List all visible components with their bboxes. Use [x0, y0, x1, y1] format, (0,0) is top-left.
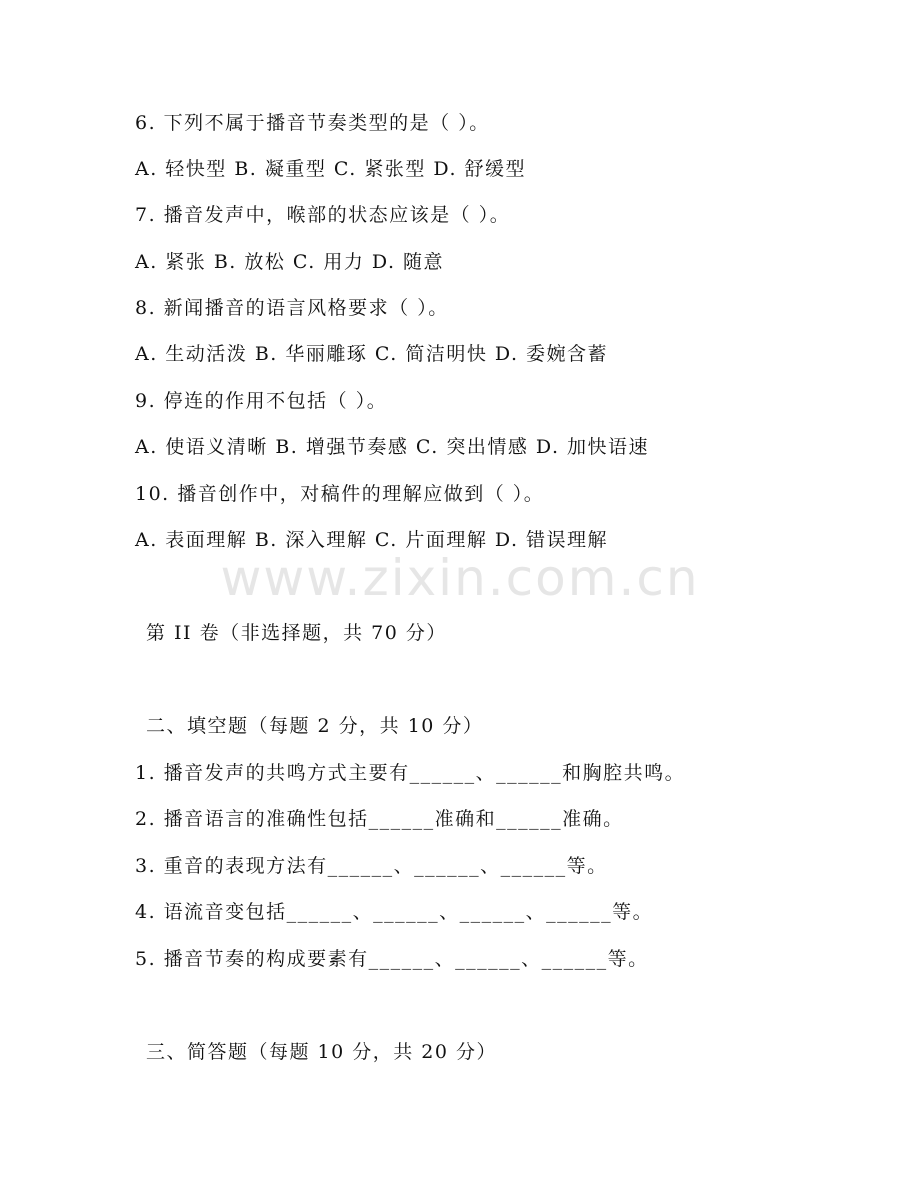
question-10-options: A. 表面理解 B. 深入理解 C. 片面理解 D. 错误理解 — [135, 529, 609, 551]
fill-blank-heading: 二、填空题（每题 2 分，共 10 分） — [146, 715, 484, 737]
part-2-heading: 第 II 卷（非选择题，共 70 分） — [146, 622, 447, 644]
fill-blank-item-2: 2. 播音语言的准确性包括______准确和______准确。 — [135, 808, 624, 830]
question-6-options: A. 轻快型 B. 凝重型 C. 紧张型 D. 舒缓型 — [135, 158, 527, 180]
fill-blank-item-4: 4. 语流音变包括______、______、______、______等。 — [135, 901, 654, 923]
short-answer-heading: 三、简答题（每题 10 分，共 20 分） — [146, 1041, 498, 1063]
fill-blank-item-5: 5. 播音节奏的构成要素有______、______、______等。 — [135, 948, 649, 970]
question-9-options: A. 使语义清晰 B. 增强节奏感 C. 突出情感 D. 加快语速 — [135, 436, 650, 458]
watermark: www.zixin.com.cn — [220, 549, 700, 607]
question-9-stem: 9. 停连的作用不包括（ ）。 — [135, 390, 388, 412]
question-8-stem: 8. 新闻播音的语言风格要求（ ）。 — [135, 297, 449, 319]
question-6-stem: 6. 下列不属于播音节奏类型的是（ ）。 — [135, 112, 490, 134]
question-8-options: A. 生动活泼 B. 华丽雕琢 C. 简洁明快 D. 委婉含蓄 — [135, 343, 609, 365]
question-7-stem: 7. 播音发声中，喉部的状态应该是（ ）。 — [135, 204, 511, 226]
fill-blank-item-3: 3. 重音的表现方法有______、______、______等。 — [135, 855, 608, 877]
fill-blank-item-1: 1. 播音发声的共鸣方式主要有______、______和胸腔共鸣。 — [135, 762, 686, 784]
question-10-stem: 10. 播音创作中，对稿件的理解应做到（ ）。 — [135, 483, 545, 505]
question-7-options: A. 紧张 B. 放松 C. 用力 D. 随意 — [135, 251, 445, 273]
